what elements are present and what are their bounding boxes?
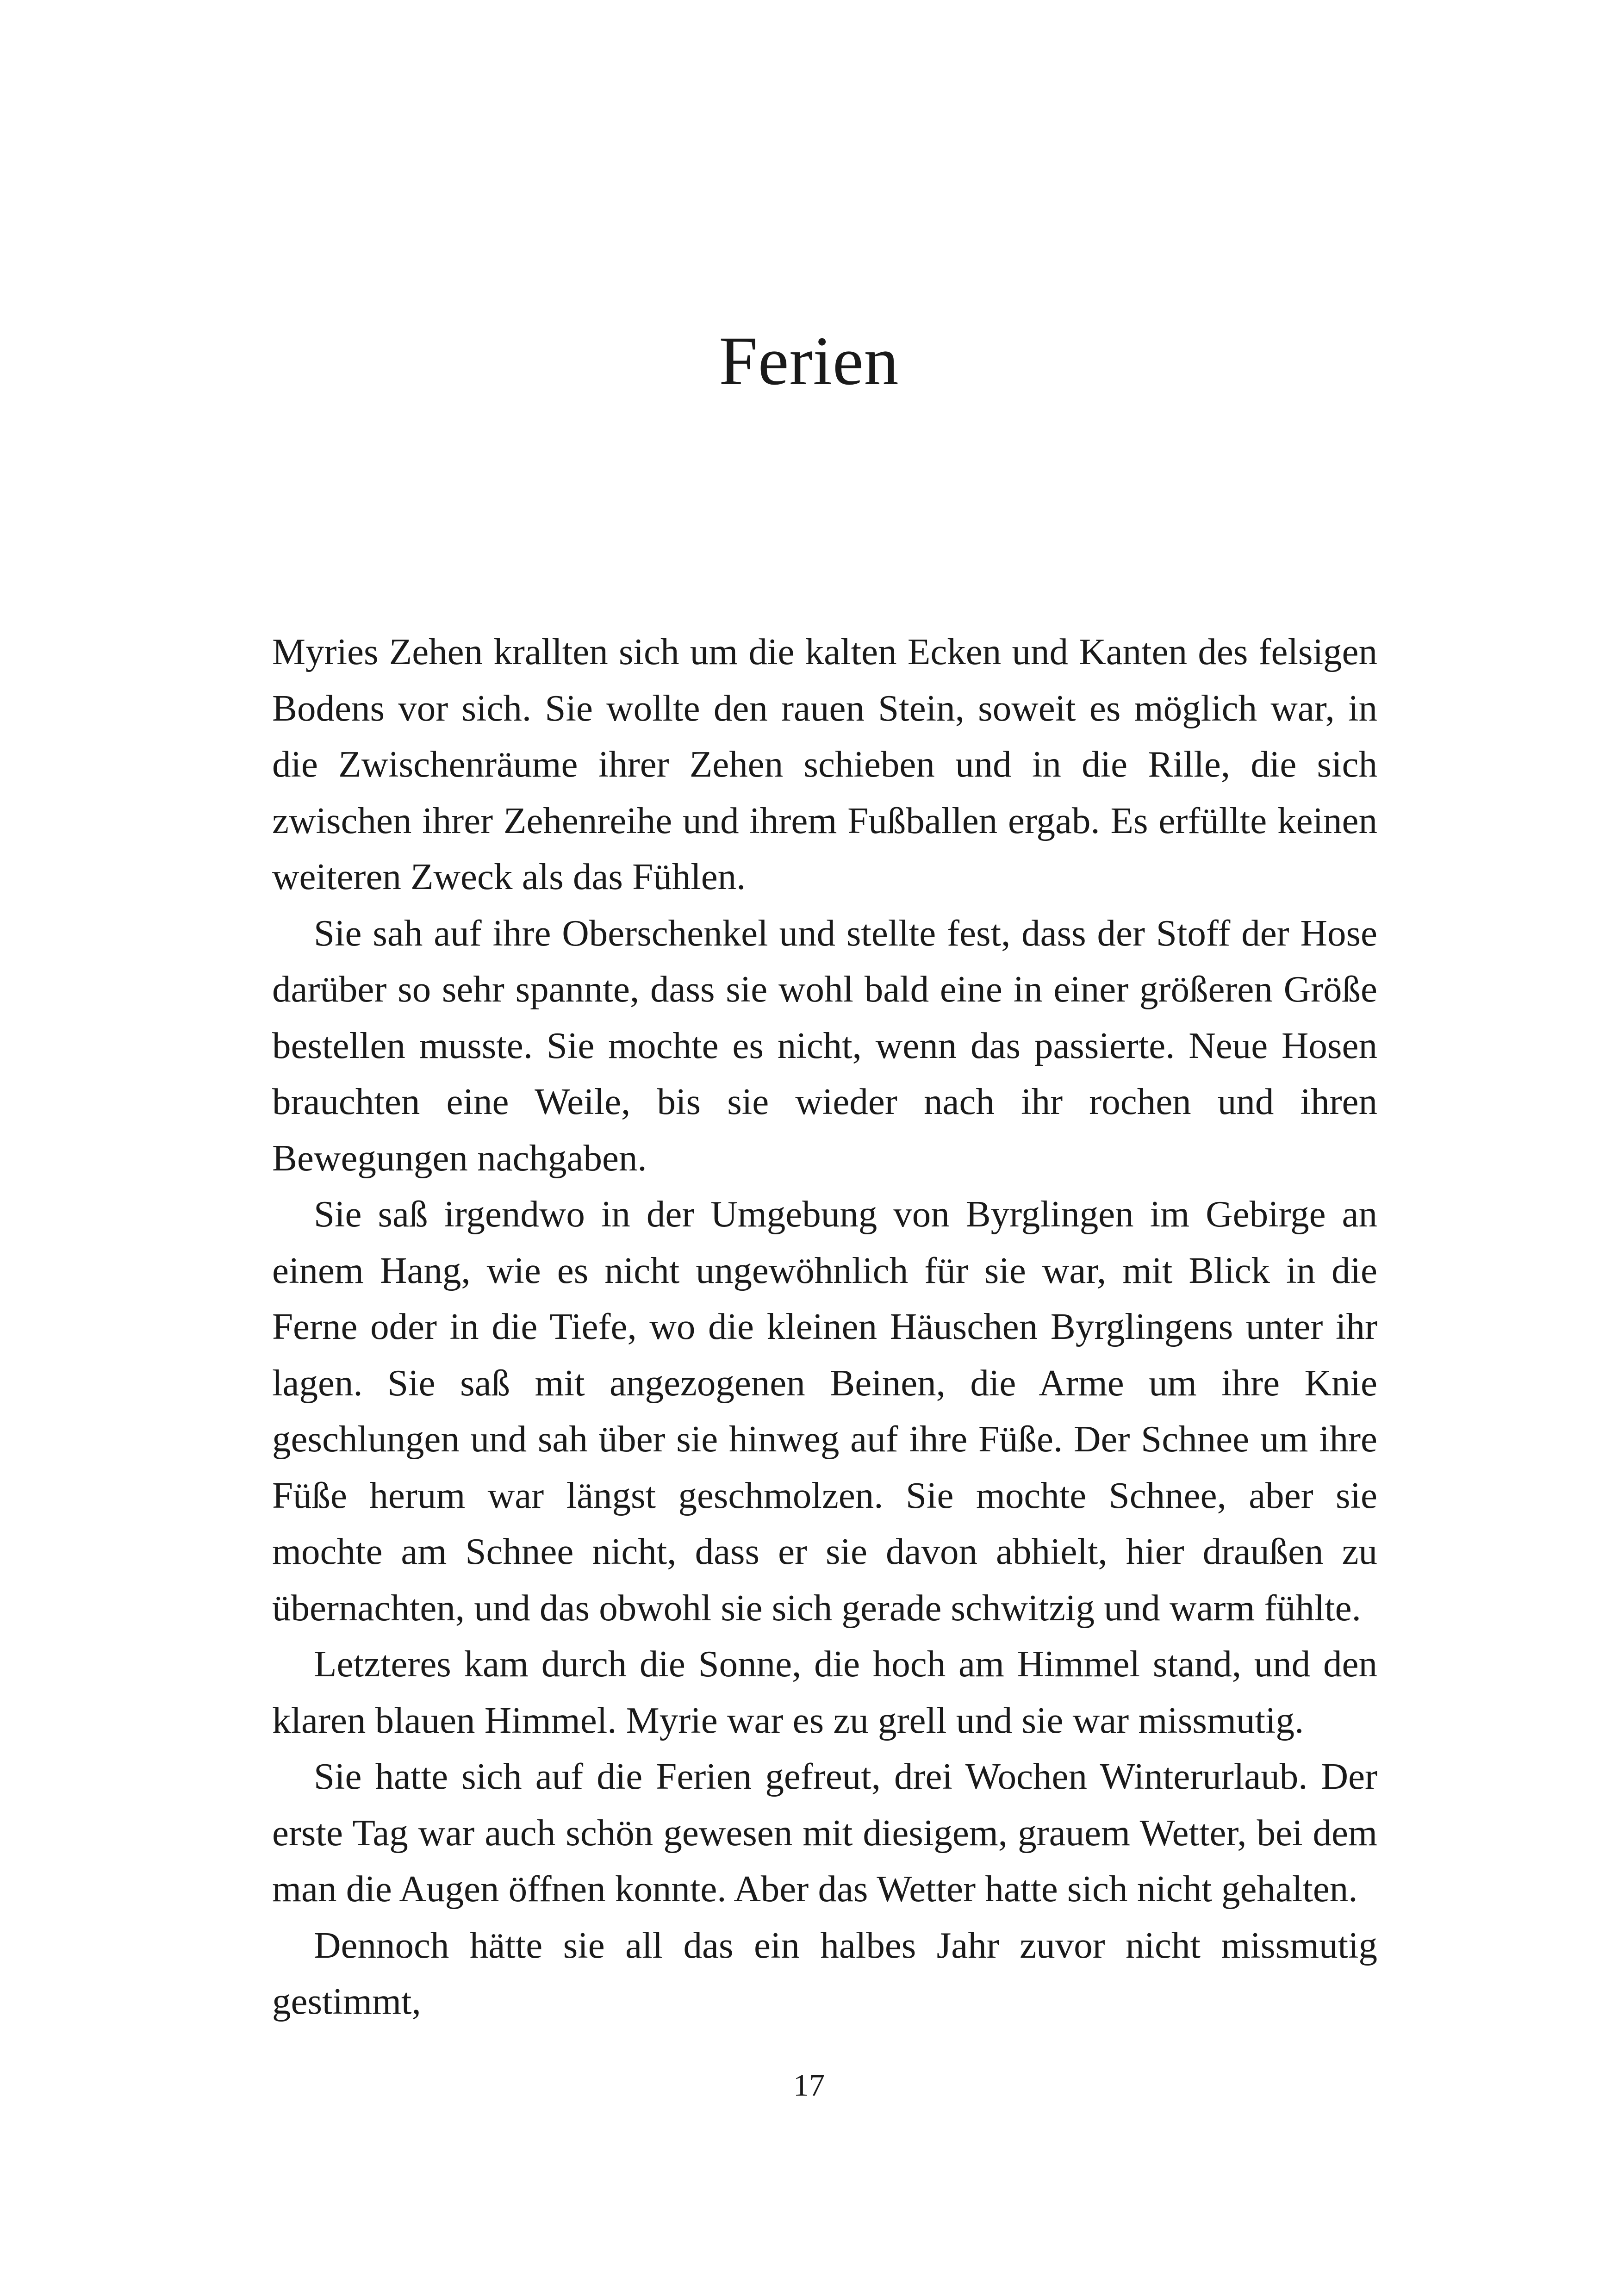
page-number: 17	[793, 2067, 825, 2103]
paragraph-6: Dennoch hätte sie all das ein halbes Jahr zuvor nicht missmutig gestimmt,	[272, 1924, 1377, 2022]
paragraph-5: Sie hatte sich auf die Ferien gefreut, drei Wochen Winterurlaub. Der erste Tag war auch schön gewesen mit diesigem, grauem Wetter, bei dem man die Augen öffnen konnte. Aber das Wetter hatte sich nicht gehalten.	[272, 1755, 1377, 1910]
paragraph-2: Sie sah auf ihre Oberschenkel und stellte fest, dass der Stoff der Hose darüber so sehr spannte, dass sie wohl bald eine in einer größeren Größe bestellen musste. Sie mochte es nicht, wenn das passierte. Neue Hosen brauchten eine Weile, bis sie wieder nach ihr rochen und ihren Bewegungen nachgaben.	[272, 912, 1377, 1179]
paragraph-3: Sie saß irgendwo in der Umgebung von Byrglingen im Gebirge an einem Hang, wie es nicht ungewöhnlich für sie war, mit Blick in die Ferne oder in die Tiefe, wo die kleinen Häuschen Byrglingens unter ihr lagen. Sie saß mit angezogenen Beinen, die Arme um ihre Knie geschlungen und sah über sie hinweg auf ihre Füße. Der Schnee um ihre Füße herum war längst geschmolzen. Sie mochte Schnee, aber sie mochte am Schnee nicht, dass er sie davon abhielt, hier draußen zu übernachten, und das obwohl sie sich gerade schwitzig und warm fühlte.	[272, 1193, 1377, 1629]
chapter-title: Ferien	[719, 323, 899, 399]
body-text	[272, 624, 1377, 2030]
paragraph-1: Myries Zehen krallten sich um die kalten Ecken und Kanten des felsigen Bodens vor sich. Sie wollte den rauen Stein, soweit es möglich war, in die Zwischenräume ihrer Zehen schieben und in die Rille, die sich zwischen ihrer Zehenreihe und ihrem Fußballen ergab. Es erfüllte keinen weiteren Zweck als das Fühlen.	[272, 631, 1377, 897]
paragraph-4: Letzteres kam durch die Sonne, die hoch am Himmel stand, und den klaren blauen Himmel. Myrie war es zu grell und sie war missmutig.	[272, 1643, 1377, 1741]
